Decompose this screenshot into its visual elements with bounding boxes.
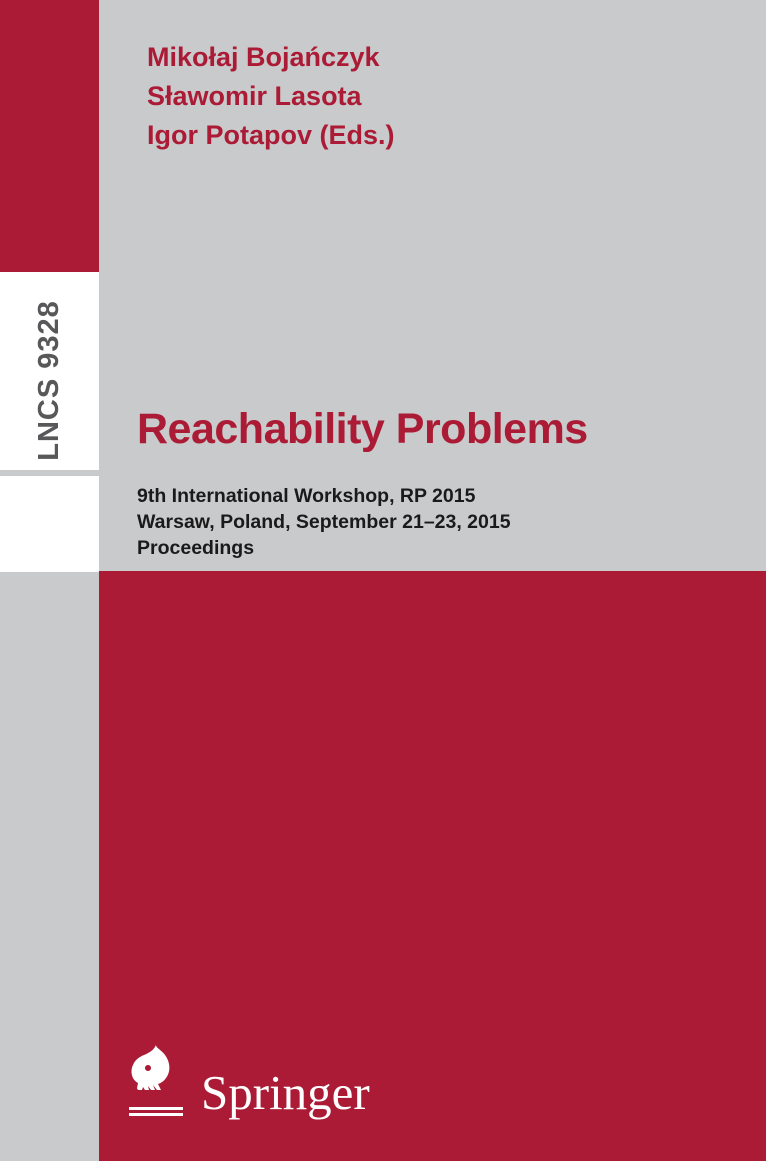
editor-list xyxy=(147,38,395,155)
subtitle-line: Proceedings xyxy=(137,537,255,559)
editor-name: Igor Potapov (Eds.) xyxy=(147,120,395,150)
subtitle-line: Warsaw, Poland, September 21–23, 2015 xyxy=(137,511,511,533)
springer-horse-logo-icon xyxy=(125,1043,187,1121)
editor-name: Mikołaj Bojańczyk xyxy=(147,42,380,72)
editor-name: Sławomir Lasota xyxy=(147,81,362,111)
left-grey-column xyxy=(0,572,99,1161)
publisher-logo xyxy=(125,1043,370,1121)
series-number xyxy=(0,284,99,476)
left-white-gap-upper xyxy=(0,272,99,284)
left-white-gap-lower xyxy=(0,476,99,572)
book-subtitle xyxy=(137,483,511,561)
series-number-text: LNCS 9328 xyxy=(33,299,66,461)
subtitle-line: 9th International Workshop, RP 2015 xyxy=(137,485,476,507)
left-red-band xyxy=(0,0,99,272)
book-title: Reachability Problems xyxy=(137,405,588,453)
publisher-name: Springer xyxy=(201,1065,370,1120)
